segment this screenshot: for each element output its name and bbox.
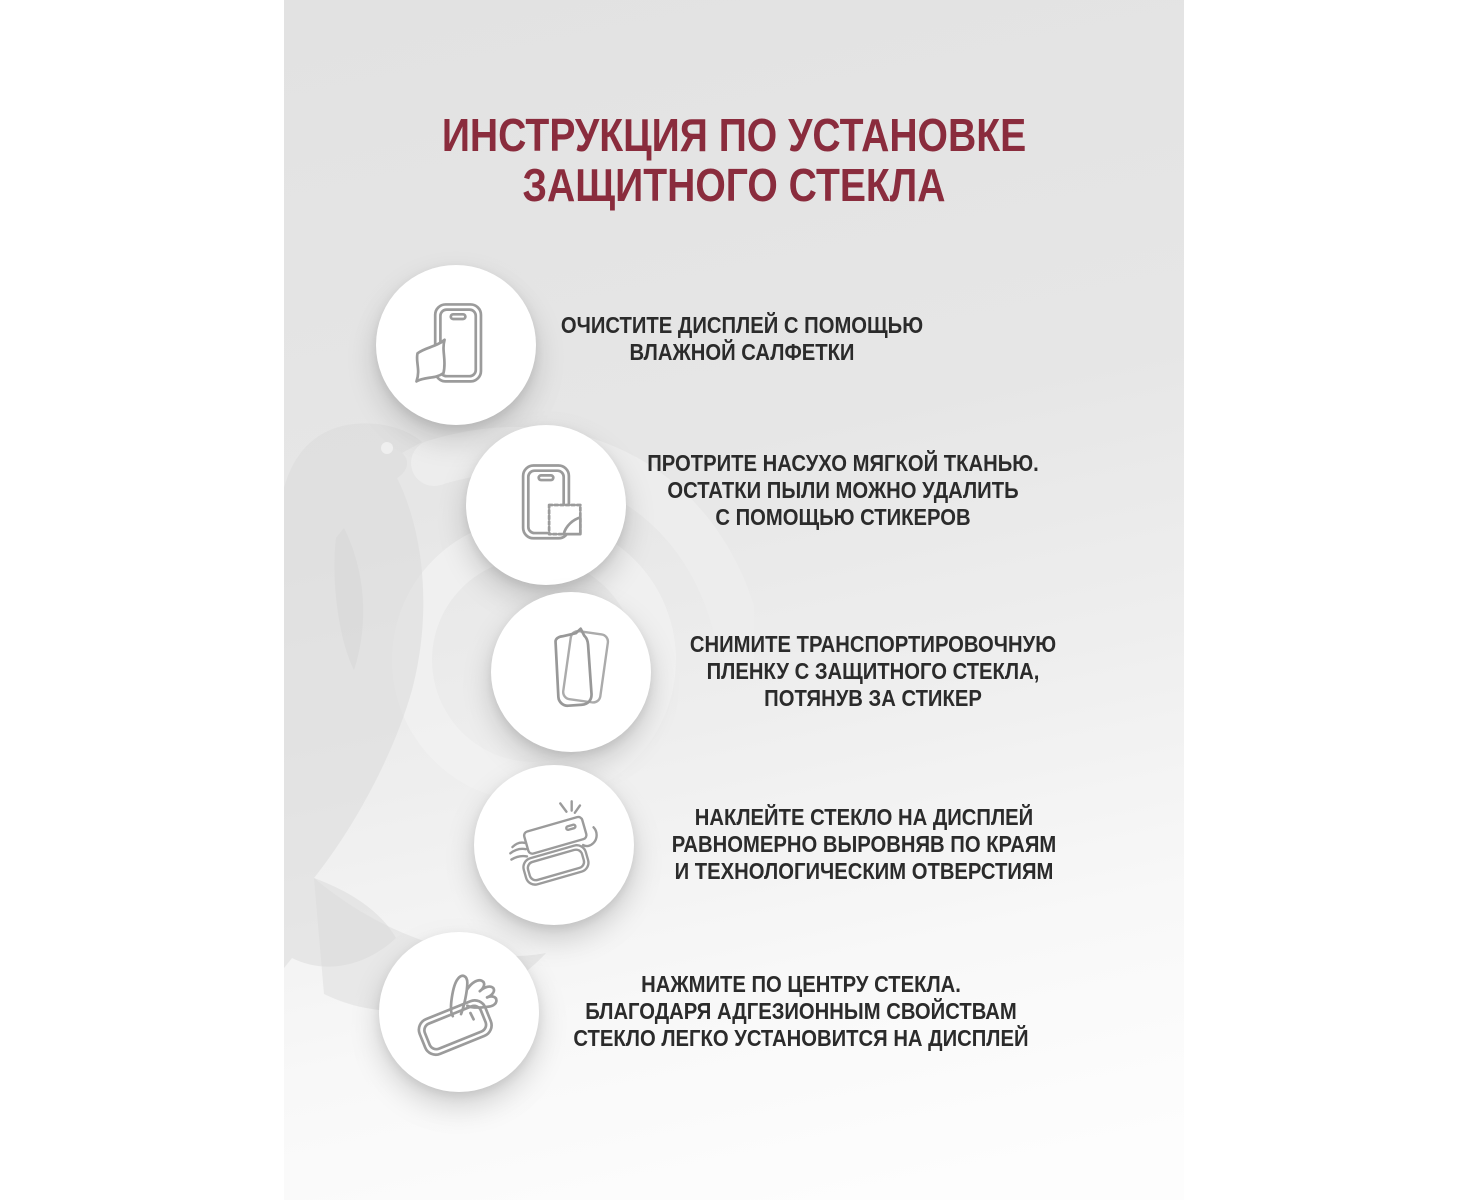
step-5-text [554, 971, 1047, 1052]
phone-sticker-icon [494, 453, 598, 557]
page-title-line-2: ЗАЩИТНОГО СТЕКЛА [522, 159, 945, 211]
step-line: ПРОТРИТЕ НАСУХО МЯГКОЙ ТКАНЬЮ. [646, 450, 1039, 476]
align-glass-icon [502, 793, 606, 897]
step-line: С ПОМОЩЬЮ СТИКЕРОВ [714, 504, 971, 530]
step-line: И ТЕХНОЛОГИЧЕСКИМ ОТВЕРСТИЯМ [674, 858, 1053, 884]
step-line: ВЛАЖНОЙ САЛФЕТКИ [629, 339, 854, 365]
step-line: РАВНОМЕРНО ВЫРОВНЯВ ПО КРАЯМ [671, 831, 1056, 857]
step-line: ОСТАТКИ ПЫЛИ МОЖНО УДАЛИТЬ [666, 477, 1019, 503]
step-line: ОЧИСТИТЕ ДИСПЛЕЙ С ПОМОЩЬЮ [560, 312, 923, 338]
step-line: ПЛЕНКУ С ЗАЩИТНОГО СТЕКЛА, [706, 658, 1039, 684]
step-3-text [626, 631, 1119, 712]
step-line: НАКЛЕЙТЕ СТЕКЛО НА ДИСПЛЕЙ [694, 804, 1033, 830]
instruction-card [284, 0, 1184, 1200]
step-line: СТЕКЛО ЛЕГКО УСТАНОВИТСЯ НА ДИСПЛЕЙ [572, 1025, 1029, 1051]
step-line: ПОТЯНУВ ЗА СТИКЕР [763, 685, 982, 711]
step-2-text [596, 450, 1089, 531]
step-line: БЛАГОДАРЯ АДГЕЗИОННЫМ СВОЙСТВАМ [584, 998, 1017, 1024]
page-title [351, 110, 1116, 210]
step-1-text [495, 312, 988, 366]
peel-film-icon [519, 620, 623, 724]
page-title-line-1: ИНСТРУКЦИЯ ПО УСТАНОВКЕ [441, 109, 1026, 161]
step-5-icon-circle [379, 932, 539, 1092]
press-center-icon [407, 960, 511, 1064]
phone-wipe-icon [404, 293, 508, 397]
step-line: НАЖМИТЕ ПО ЦЕНТРУ СТЕКЛА. [640, 971, 961, 997]
step-4-text [617, 804, 1110, 885]
step-4-icon-circle [474, 765, 634, 925]
step-line: СНИМИТЕ ТРАНСПОРТИРОВОЧНУЮ [689, 631, 1056, 657]
